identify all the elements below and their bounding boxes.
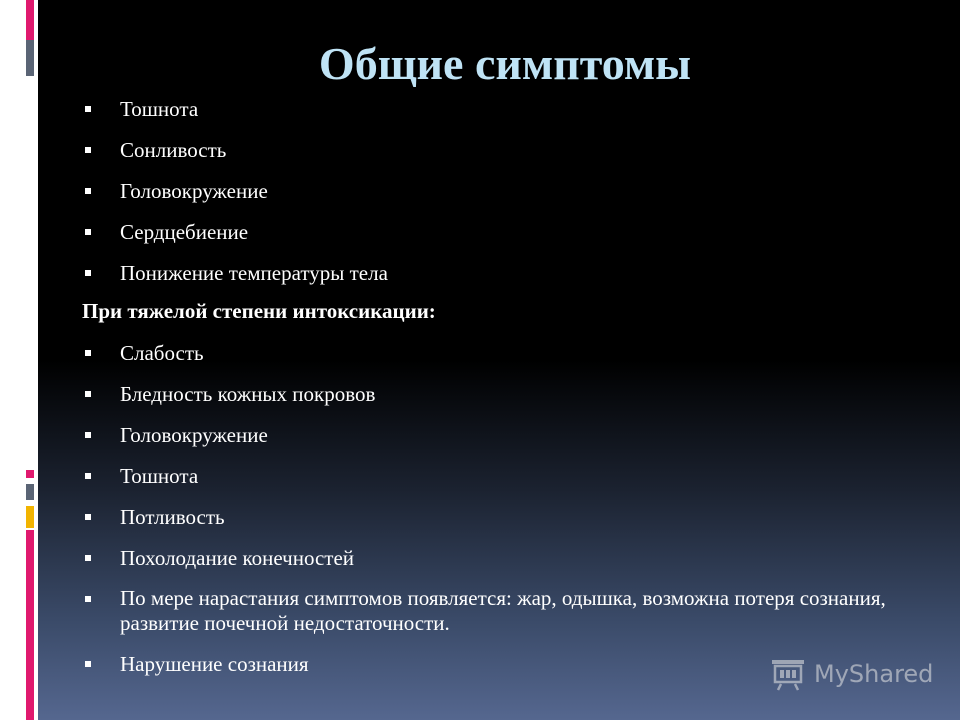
list-item: Похолодание конечностей — [82, 545, 922, 571]
square-bullet-icon — [85, 514, 91, 520]
decor-bar-magenta-top — [26, 0, 34, 40]
presentation-screen-icon — [770, 657, 806, 691]
list-item: Нарушение сознания — [82, 651, 922, 677]
list-item: По мере нарастания симптомов появляется: жар, одышка, возможна потеря сознания, развитие почечной недостаточности. — [82, 586, 922, 636]
slide-title: Общие симптомы — [318, 38, 692, 89]
square-bullet-icon — [85, 596, 91, 602]
list-item: Сердцебиение — [82, 219, 922, 245]
square-bullet-icon — [85, 106, 91, 112]
slide-content — [82, 96, 922, 692]
list-item: Потливость — [82, 504, 922, 530]
list-item: Тошнота — [82, 463, 922, 489]
list-item: Головокружение — [82, 178, 922, 204]
list-item: Сонливость — [82, 137, 922, 163]
square-bullet-icon — [85, 661, 91, 667]
square-bullet-icon — [85, 555, 91, 561]
decor-bar-magenta-mid — [26, 470, 34, 478]
square-bullet-icon — [85, 270, 91, 276]
decor-bar-gray-mid — [26, 484, 34, 500]
severe-symptoms-list — [82, 340, 922, 677]
square-bullet-icon — [85, 229, 91, 235]
square-bullet-icon — [85, 391, 91, 397]
square-bullet-icon — [85, 473, 91, 479]
watermark-text: MyShared — [814, 660, 934, 688]
square-bullet-icon — [85, 188, 91, 194]
severe-intoxication-heading: При тяжелой степени интоксикации: — [82, 299, 436, 323]
square-bullet-icon — [85, 350, 91, 356]
list-item: Тошнота — [82, 96, 922, 122]
square-bullet-icon — [85, 147, 91, 153]
square-bullet-icon — [85, 432, 91, 438]
list-item: Понижение температуры тела — [82, 260, 922, 286]
decor-bar-magenta-bottom — [26, 530, 34, 720]
watermark — [770, 656, 933, 692]
list-item: Бледность кожных покровов — [82, 381, 922, 407]
general-symptoms-list — [82, 96, 922, 286]
decor-bar-yellow — [26, 506, 34, 528]
list-item: Головокружение — [82, 422, 922, 448]
list-item: Слабость — [82, 340, 922, 366]
